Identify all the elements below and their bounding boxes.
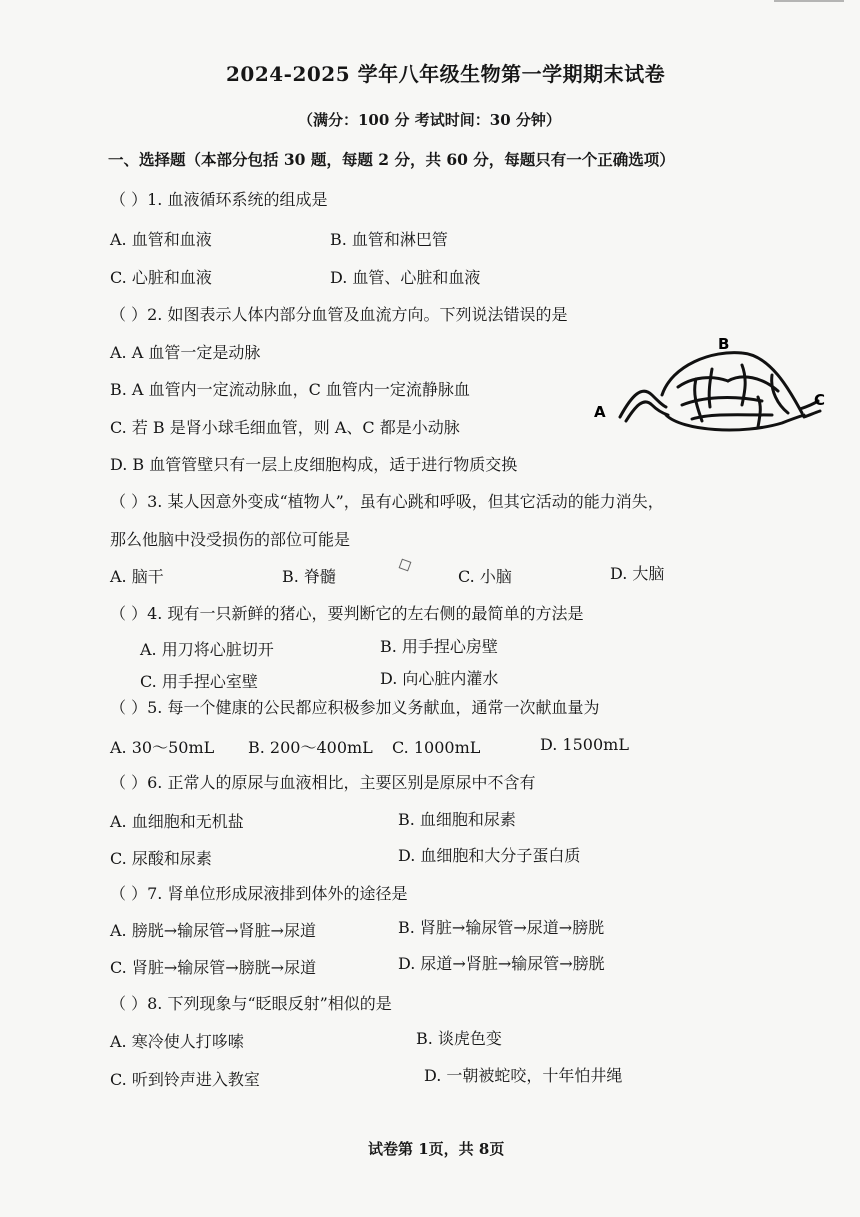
question-2-option-c: C. 若 B 是肾小球毛细血管，则 A、C 都是小动脉 xyxy=(110,418,460,437)
page-footer: 试卷第 1页，共 8页 xyxy=(368,1140,505,1158)
question-3-option-a: A. 脑干 xyxy=(110,567,164,586)
question-4-option-c: C. 用手捏心室壁 xyxy=(140,672,258,691)
question-8-option-a: A. 寒冷使人打哆嗦 xyxy=(110,1032,244,1051)
question-6-option-d: D. 血细胞和大分子蛋白质 xyxy=(398,846,581,865)
question-6-stem: （ ）6. 正常人的原尿与血液相比，主要区别是原尿中不含有 xyxy=(110,773,536,792)
question-4-stem: （ ）4. 现有一只新鲜的猪心，要判断它的左右侧的最简单的方法是 xyxy=(110,604,584,623)
question-1-option-a: A. 血管和血液 xyxy=(110,230,212,249)
section-heading: 一、选择题（本部分包括 30 题，每题 2 分，共 60 分，每题只有一个正确选项） xyxy=(108,150,675,169)
question-8-stem: （ ）8. 下列现象与“眨眼反射”相似的是 xyxy=(110,994,392,1013)
blood-vessel-diagram xyxy=(592,335,832,445)
question-6-option-a: A. 血细胞和无机盐 xyxy=(110,812,244,831)
question-5-option-c: C. 1000mL xyxy=(392,738,481,757)
question-2-option-a: A. A 血管一定是动脉 xyxy=(110,343,261,362)
question-5-stem: （ ）5. 每一个健康的公民都应积极参加义务献血，通常一次献血量为 xyxy=(110,698,600,717)
scan-speck xyxy=(399,559,412,572)
question-7-option-a: A. 膀胱→输尿管→肾脏→尿道 xyxy=(110,921,316,940)
question-1-option-d: D. 血管、心脏和血液 xyxy=(330,268,481,287)
question-7-option-c: C. 肾脏→输尿管→膀胱→尿道 xyxy=(110,958,317,977)
question-6-option-b: B. 血细胞和尿素 xyxy=(398,810,516,829)
question-5-option-b: B. 200～400mL xyxy=(248,738,373,757)
question-7-option-d: D. 尿道→肾脏→输尿管→膀胱 xyxy=(398,954,605,973)
question-1-option-b: B. 血管和淋巴管 xyxy=(330,230,448,249)
diagram-label-c: C xyxy=(814,391,826,409)
diagram-label-a: A xyxy=(594,403,606,421)
question-6-option-c: C. 尿酸和尿素 xyxy=(110,849,212,868)
question-2-option-b: B. A 血管内一定流动脉血，C 血管内一定流静脉血 xyxy=(110,380,470,399)
question-2-stem: （ ）2. 如图表示人体内部分血管及血流方向。下列说法错误的是 xyxy=(110,305,568,324)
question-3-stem-continued: 那么他脑中没受损伤的部位可能是 xyxy=(110,530,351,549)
question-8-option-b: B. 谈虎色变 xyxy=(416,1029,502,1048)
question-1-stem: （ ）1. 血液循环系统的组成是 xyxy=(110,190,328,209)
question-3-option-d: D. 大脑 xyxy=(610,564,665,583)
question-3-option-c: C. 小脑 xyxy=(458,567,512,586)
question-3-stem: （ ）3. 某人因意外变成“植物人”，虽有心跳和呼吸，但其它活动的能力消失， xyxy=(110,492,664,511)
scan-edge-mark xyxy=(774,0,844,2)
question-3-option-b: B. 脊髓 xyxy=(282,567,336,586)
question-2-option-d: D. B 血管管壁只有一层上皮细胞构成，适于进行物质交换 xyxy=(110,455,518,474)
exam-title: 2024-2025 学年八年级生物第一学期期末试卷 xyxy=(226,62,666,86)
exam-subtitle: （满分：100 分 考试时间：30 分钟） xyxy=(298,111,561,129)
diagram-label-b: B xyxy=(718,335,730,353)
question-8-option-d: D. 一朝被蛇咬，十年怕井绳 xyxy=(424,1066,623,1085)
question-7-stem: （ ）7. 肾单位形成尿液排到体外的途径是 xyxy=(110,884,408,903)
question-7-option-b: B. 肾脏→输尿管→尿道→膀胱 xyxy=(398,918,605,937)
question-8-option-c: C. 听到铃声进入教室 xyxy=(110,1070,260,1089)
question-5-option-a: A. 30～50mL xyxy=(110,738,215,757)
question-4-option-b: B. 用手捏心房壁 xyxy=(380,637,498,656)
question-1-option-c: C. 心脏和血液 xyxy=(110,268,212,287)
question-4-option-d: D. 向心脏内灌水 xyxy=(380,669,499,688)
question-4-option-a: A. 用刀将心脏切开 xyxy=(140,640,274,659)
question-5-option-d: D. 1500mL xyxy=(540,735,629,754)
